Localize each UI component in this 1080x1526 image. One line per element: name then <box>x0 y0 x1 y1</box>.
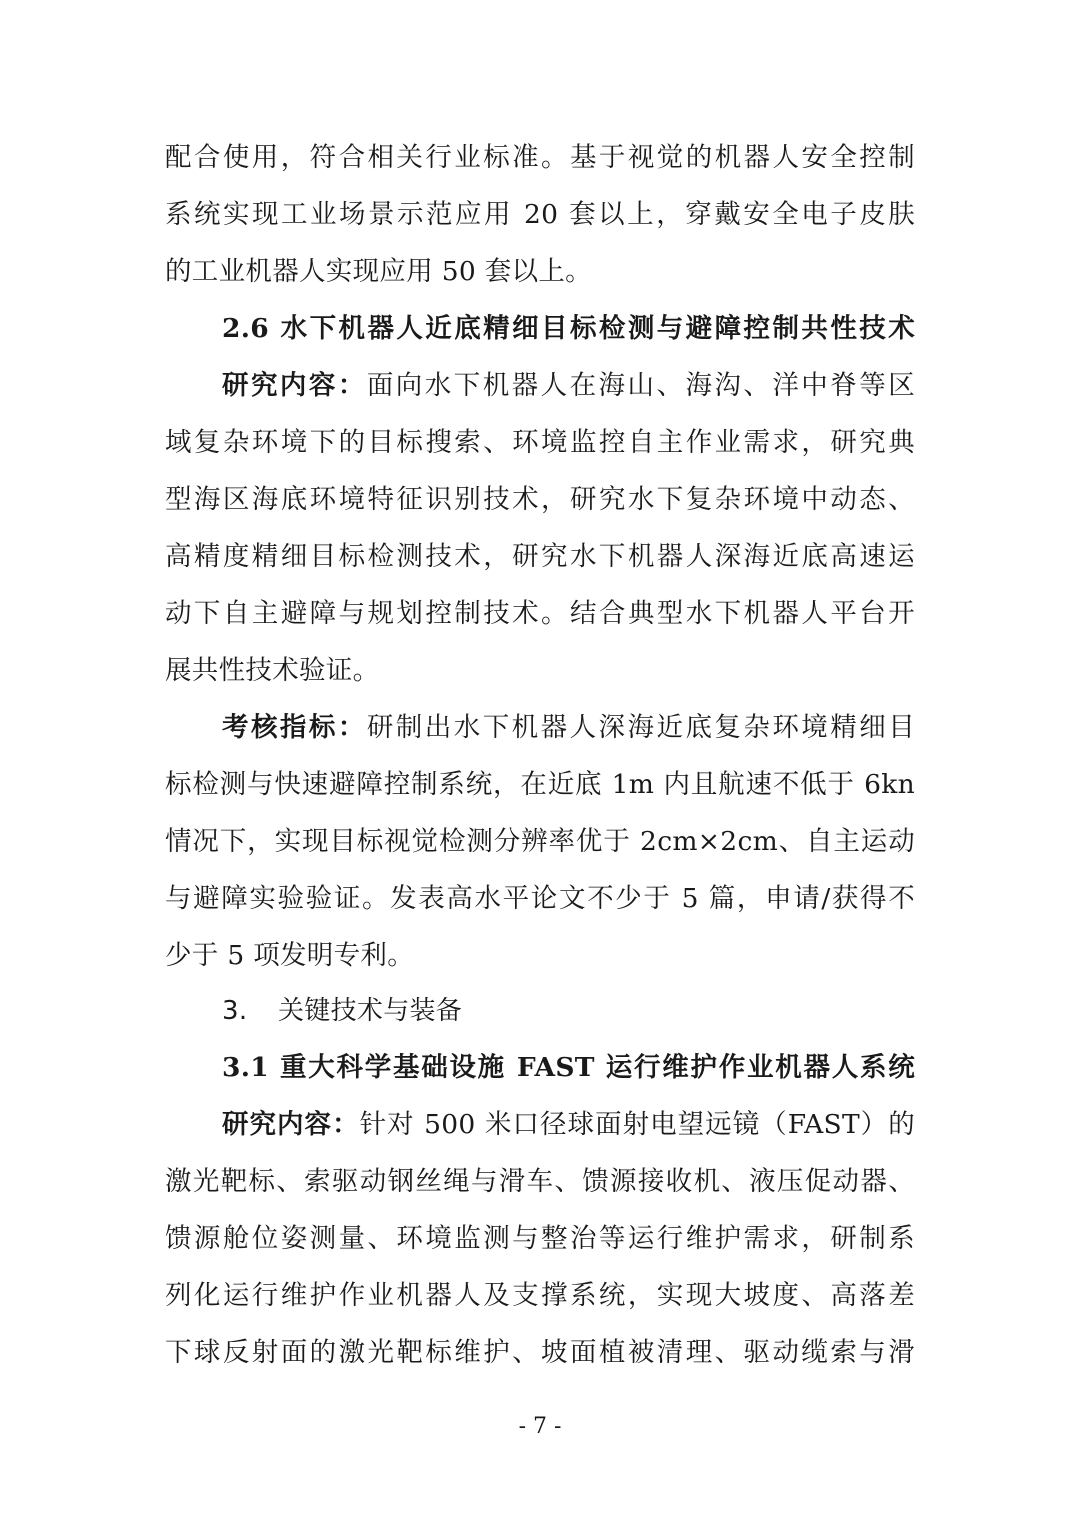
paragraph-line: 型海区海底环境特征识别技术，研究水下复杂环境中动态、 <box>165 484 915 515</box>
paragraph-first-text: 研制出水下机器人深海近底复杂环境精细目 <box>366 712 915 743</box>
section-heading-3-1: 3.1 重大科学基础设施 FAST 运行维护作业机器人系统 <box>222 1052 915 1083</box>
paragraph-line: 系统实现工业场景示范应用 20 套以上，穿戴安全电子皮肤 <box>165 199 915 230</box>
paragraph-first-line <box>222 700 915 756</box>
section-heading-2-6: 2.6 水下机器人近底精细目标检测与避障控制共性技术 <box>222 313 915 344</box>
paragraph-first-line <box>222 1097 915 1153</box>
paragraph-line: 与避障实验验证。发表高水平论文不少于 5 篇，申请/获得不 <box>165 883 915 914</box>
paragraph-lead-label: 研究内容： <box>222 1109 360 1140</box>
paragraph-line: 展共性技术验证。 <box>165 655 380 686</box>
paragraph-line: 配合使用，符合相关行业标准。基于视觉的机器人安全控制 <box>165 142 915 173</box>
paragraph-line: 激光靶标、索驱动钢丝绳与滑车、馈源接收机、液压促动器、 <box>165 1166 915 1197</box>
paragraph-line: 列化运行维护作业机器人及支撑系统，实现大坡度、高落差 <box>165 1280 915 1311</box>
paragraph-line: 下球反射面的激光靶标维护、坡面植被清理、驱动缆索与滑 <box>165 1337 915 1368</box>
paragraph-line: 标检测与快速避障控制系统，在近底 1m 内且航速不低于 6kn <box>165 769 915 800</box>
paragraph-line: 高精度精细目标检测技术，研究水下机器人深海近底高速运 <box>165 541 915 572</box>
paragraph-line: 域复杂环境下的目标搜索、环境监控自主作业需求，研究典 <box>165 427 915 458</box>
paragraph-first-line <box>222 358 915 414</box>
section-title: 关键技术与装备 <box>278 996 463 1026</box>
paragraph-lead-label: 考核指标： <box>222 712 367 743</box>
paragraph-line: 馈源舱位姿测量、环境监测与整治等运行维护需求，研制系 <box>165 1223 915 1254</box>
section-heading-3 <box>222 983 915 1039</box>
paragraph-line: 的工业机器人实现应用 50 套以上。 <box>165 256 592 287</box>
paragraph-line: 动下自主避障与规划控制技术。结合典型水下机器人平台开 <box>165 598 915 629</box>
paragraph-lead-label: 研究内容： <box>222 370 367 401</box>
paragraph-line: 少于 5 项发明专利。 <box>165 940 415 971</box>
paragraph-first-text: 针对 500 米口径球面射电望远镜（FAST）的 <box>359 1109 915 1140</box>
paragraph-first-text: 面向水下机器人在海山、海沟、洋中脊等区 <box>366 370 915 401</box>
paragraph-line: 情况下，实现目标视觉检测分辨率优于 2cm×2cm、自主运动 <box>165 826 915 857</box>
section-number: 3. <box>222 996 248 1026</box>
page-number: - 7 - <box>518 1414 562 1439</box>
